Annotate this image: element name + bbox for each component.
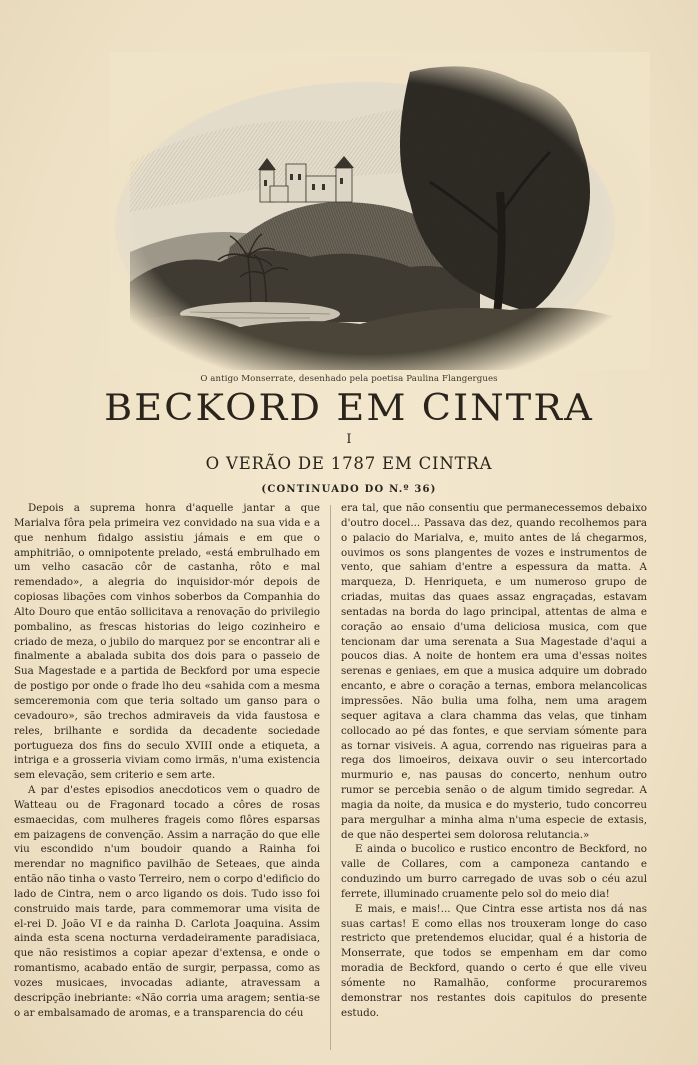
illustration-caption: O antigo Monserrate, desenhado pela poetisa Paulina Flangergues bbox=[200, 374, 498, 384]
paragraph: era tal, que não consentiu que permanecessemos debaixo d'outro docel... Passava das dez, quando recolhemos para o palacio do Marialva, e, muito antes de lá chegarmos, ouvimos os sons plangentes de vozes e instrumentos de vento, que sahiam d'entre a espessura da matta. A marqueza, D. Henriqueta, e um numeroso grupo de criadas, muitas das quaes assaz engraçadas, estavam sentadas na borda do lago principal, attentas de alma e coração ao ensaio d'uma deliciosa musica, com que tencionam dar uma serenata a Sua Magestade d'aqui a poucos dias. A noite de hontem era uma d'essas noites serenas e geniaes, em que a musica adquire um dobrado encanto, e abre o coração a ternas, embora melancolicas impressões. Não bulia uma folha, nem uma aragem sequer agitava a clara chamma das velas, que tinham collocado ao pé das fontes, e que serviam sómente para as tornar visiveis. A agua, correndo nas rigueiras para a rega dos limoeiros, deixava ouvir o seu intercortado murmurio e, nas pausas do concerto, nenhum outro rumor se percebia senão o de algum timido segredar. A magia da noite, da musica e do mysterio, tudo concorreu para mergulhar a minha alma n'uma especie de extasis, de que não despertei sem dolorosa relutancia.» bbox=[341, 502, 647, 841]
article-title: BECKORD EM CINTRA bbox=[104, 388, 594, 429]
monserrate-engraving bbox=[110, 52, 650, 370]
column-divider bbox=[330, 505, 331, 1050]
paragraph: E ainda o bucolico e rustico encontro de Beckford, no valle de Collares, com a camponeza cantando e conduzindo um burro carregado de uvas sob o céu azul ferrete, illuminado cruamente pelo sol do meio dia! bbox=[341, 843, 647, 900]
paragraph: A par d'estes episodios anecdoticos vem o quadro de Watteau ou de Fragonard tocado a côres de rosas esmaecidas, com mulheres frageis como flôres esparsas em paizagens de convenção. Assim a narração do que elle viu escondido n'um boudoir quando a Rainha foi merendar no magnifico pavilhão de Seteaes, que ainda então não tinha o vasto Terreiro, nem o corpo d'edificio do lado de Cintra, nem o arco ligando os dois. Tudo isso foi construido mais tarde, para commemorar uma visita de el-rei D. João VI e da rainha D. Carlota Joaquina. Assim ainda esta scena nocturna verdadeiramente paradisiaca, que não resistimos a copiar apezar d'extensa, e onde o romantismo, acabado então de surgir, perpassa, como as vozes musicaes, invocadas adiante, atravessam a descripção inebriante: «Não corria uma aragem; sentia-se o ar embalsamado de aromas, e a transparencia do céu bbox=[14, 784, 320, 1019]
paragraph: Depois a suprema honra d'aquelle jantar a que Marialva fôra pela primeira vez convidado na sua vida e a que nenhum fidalgo assistiu jámais e em que o amphitrião, o omnipotente prelado, «está embrulhado em um velho casacão côr de castanha, rôto e mal remendado», a alegria do inquisidor-mór depois de copiosas libações com vinhos soberbos da Companhia do Alto Douro que então sollicitava a renovação do privilegio pombalino, as frescas historias do leigo cozinheiro e criado de meza, o jubilo do marquez por se encontrar ali e finalmente a abalada subita dos dois para o passeio de Sua Magestade e a partida de Beckford por uma especie de postigo por onde o frade lho deu «sahida com a mesma semceremonia com que teria soltado um ganso para o cevadouro», são trechos admiraveis da vida faustosa e reles, brilhante e sordida da decadente sociedade portugueza dos fins do seculo XVIII onde a etiqueta, a intriga e a grosseria viviam como irmãs, n'uma existencia sem elevação, sem criterio e sem arte. bbox=[14, 502, 320, 782]
monserrate-engraving-icon bbox=[110, 52, 650, 370]
section-number: I bbox=[346, 432, 352, 447]
paragraph: E mais, e mais!... Que Cintra esse artista nos dá nas suas cartas! E como ellas nos trouxeram longe do caso restricto que pretendemos elucidar, qual é a historia de Monserrate, que todos se empenham em dar como moradia de Beckford, quando o certo é que elle viveu sómente no Ramalhão, conforme procuraremos demonstrar nos restantes dois capitulos do presente estudo. bbox=[341, 902, 647, 1019]
article-subtitle: O VERÃO DE 1787 EM CINTRA bbox=[205, 454, 493, 473]
left-column bbox=[14, 501, 320, 1021]
right-column bbox=[341, 501, 647, 1021]
continued-note: (CONTINUADO DO N.º 36) bbox=[261, 484, 437, 495]
